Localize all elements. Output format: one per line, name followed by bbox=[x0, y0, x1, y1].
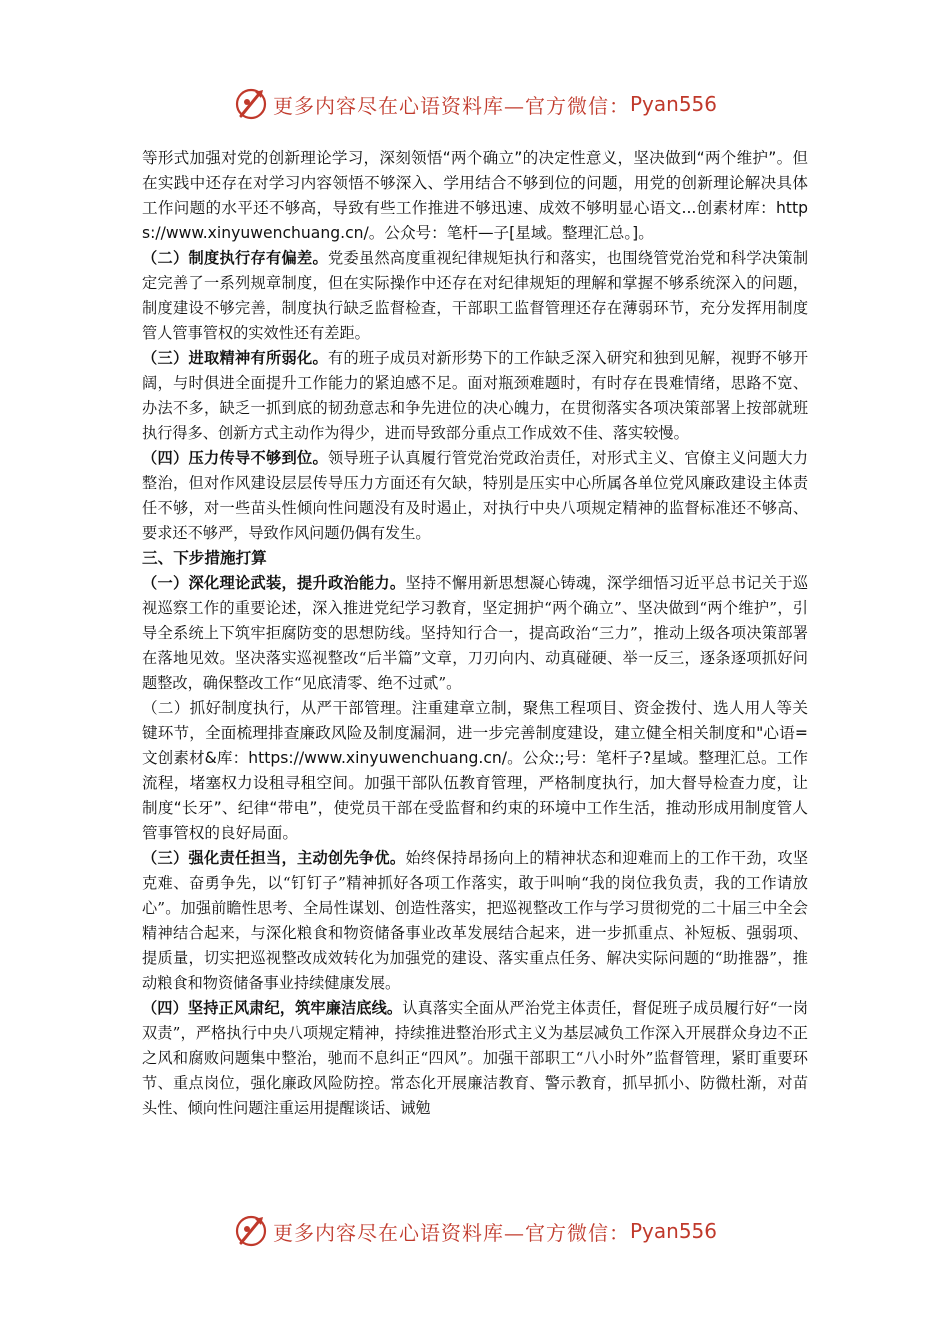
banner-text: 更多内容尽在心语资料库—官方微信： bbox=[272, 1220, 630, 1245]
paragraph-text: 注重建章立制，聚焦工程项目、资金拨付、选人用人等关键环节，全面梳理排查廉政风险及制度漏洞，进一步完善制度建设，建立健全相关制度和"心语=文创素材&库：https://www.xinyuwenchuang.cn/。公众:;号：笔杆子?星域。整理汇总。工作流程，堵塞权力设租寻租空间。加强干部队伍教育管理，严格制度执行，加大督导检查力度，让制度“长牙”、纪律“带电”，使党员干部在受监督和约束的环境中工作生活，推动形成用制度管人管事管权的良好局面。 bbox=[142, 699, 808, 842]
paragraph-4 bbox=[142, 446, 808, 546]
paragraph-7 bbox=[142, 696, 808, 846]
paragraph-heading: （四）压力传导不够到位。 bbox=[142, 449, 328, 467]
paragraph-9 bbox=[142, 996, 808, 1121]
banner-wechat-id: Pyan556 bbox=[629, 1219, 717, 1243]
paragraph-heading: （三）强化责任担当，主动创先争优。 bbox=[142, 849, 406, 867]
paragraph-text: 有的班子成员对新形势下的工作缺乏深入研究和独到见解，视野不够开阔，与时俱进全面提升工作能力的紧迫感不足。面对瓶颈难题时，有时存在畏难情绪，思路不宽、办法不多，缺乏一抓到底的韧劲意志和争先进位的决心魄力，在贯彻落实各项决策部署上按部就班执行得多、创新方式主动作为得少，进而导致部分重点工作成效不佳、落实较慢。 bbox=[142, 349, 809, 442]
banner-text: 更多内容尽在心语资料库—官方微信： bbox=[272, 93, 630, 118]
banner-wechat-id: Pyan556 bbox=[629, 92, 717, 116]
section-heading-text: 三、下步措施打算 bbox=[142, 549, 267, 567]
paragraph-text: 党委虽然高度重视纪律规矩执行和落实，也围绕管党治党和科学决策制定完善了一系列规章制度，但在实际操作中还存在对纪律规矩的理解和掌握不够系统深入的问题，制度建设不够完善，制度执行缺乏监督检查，干部职工监督管理还存在薄弱环节，充分发挥用制度管人管事管权的实效性还有差距。 bbox=[142, 249, 809, 342]
paragraph-text: 等形式加强对党的创新理论学习，深刻领悟“两个确立”的决定性意义，坚决做到“两个维护”。但在实践中还存在对学习内容领悟不够深入、学用结合不够到位的问题，用党的创新理论解决具体工作问题的水平还不够高，导致有些工作推进不够迅速、成效不够明显心语文...创素材库：https://www.xinyuwenchuang.cn/。公众号：笔杆—子[星域。整理汇总。]。 bbox=[142, 149, 808, 242]
paragraph-heading: （四）坚持正风肃纪，筑牢廉洁底线。 bbox=[142, 999, 403, 1017]
footer-watermark-banner bbox=[0, 1211, 950, 1251]
paragraph-2 bbox=[142, 246, 808, 346]
paragraph-heading: （二）抓好制度执行，从严干部管理。 bbox=[142, 699, 412, 717]
header-watermark-banner bbox=[0, 84, 950, 124]
paragraph-text: 认真落实全面从严治党主体责任，督促班子成员履行好“一岗双责”，严格执行中央八项规定精神，持续推进整治形式主义为基层减负工作深入开展群众身边不正之风和腐败问题集中整治，驰而不息纠正“四风”。加强干部职工“八小时外”监督管理，紧盯重要环节、重点岗位，强化廉政风险防控。常态化开展廉洁教育、警示教育，抓早抓小、防微杜渐，对苗头性、倾向性问题注重运用提醒谈话、诫勉 bbox=[142, 999, 809, 1117]
logo-icon bbox=[233, 1213, 269, 1249]
paragraph-text: 坚持不懈用新思想凝心铸魂，深学细悟习近平总书记关于巡视巡察工作的重要论述，深入推进党纪学习教育，坚定拥护“两个确立”、坚决做到“两个维护”，引导全系统上下筑牢拒腐防变的思想防线。坚持知行合一，提高政治“三力”，推动上级各项决策部署在落地见效。坚决落实巡视整改“后半篇”文章，刀刃向内、动真碰硬、举一反三，逐条逐项抓好问题整改，确保整改工作“见底清零、绝不过贰”。 bbox=[142, 574, 809, 692]
paragraph-text: 领导班子认真履行管党治党政治责任，对形式主义、官僚主义问题大力整治，但对作风建设层层传导压力方面还有欠缺，特别是压实中心所属各单位党风廉政建设主体责任不够，对一些苗头性倾向性问题没有及时遏止，对执行中央八项规定精神的监督标准还不够高、要求还不够严，导致作风问题仍偶有发生。 bbox=[142, 449, 809, 542]
logo-icon bbox=[233, 86, 269, 122]
paragraph-intro bbox=[142, 146, 808, 246]
paragraph-text: 始终保持昂扬向上的精神状态和迎难而上的工作干劲，攻坚克难、奋勇争先，以“钉钉子”精神抓好各项工作落实，敢于叫响“我的岗位我负责，我的工作请放心”。加强前瞻性思考、全局性谋划、创造性落实，把巡视整改工作与学习贯彻党的二十届三中全会精神结合起来，与深化粮食和物资储备事业改革发展结合起来，进一步抓重点、补短板、强弱项、提质量，切实把巡视整改成效转化为加强党的建设、落实重点任务、解决实际问题的“助推器”，推动粮食和物资储备事业持续健康发展。 bbox=[142, 849, 809, 992]
section-heading bbox=[142, 546, 808, 571]
paragraph-heading: （二）制度执行存有偏差。 bbox=[142, 249, 328, 267]
paragraph-6 bbox=[142, 571, 808, 696]
paragraph-8 bbox=[142, 846, 808, 996]
paragraph-heading: （一）深化理论武装，提升政治能力。 bbox=[142, 574, 406, 592]
document-body bbox=[142, 146, 808, 1121]
paragraph-3 bbox=[142, 346, 808, 446]
paragraph-heading: （三）进取精神有所弱化。 bbox=[142, 349, 328, 367]
